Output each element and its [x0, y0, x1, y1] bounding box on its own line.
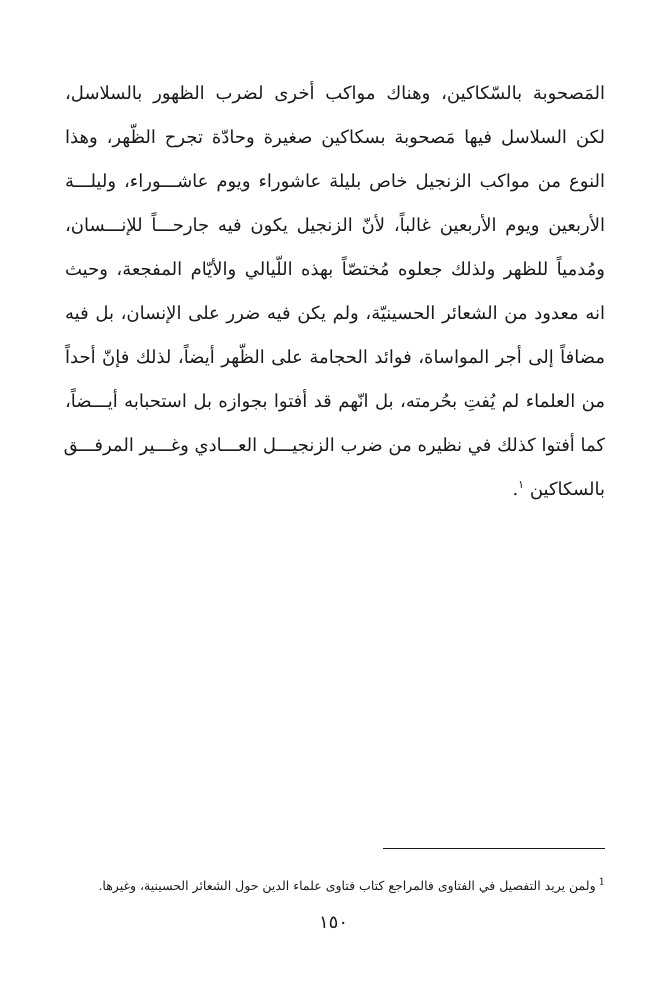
page-number: ١٥٠: [318, 912, 348, 933]
footnote-text: ولمن يريد التفصيل في الفتاوى فالمراجع كتاب فتاوى علماء الدين حول الشعائر الحسينية، وغيرها.: [98, 878, 596, 893]
body-text: [65, 72, 605, 512]
text-line-2: لكن السلاسل فيها مَصحوبة بسكاكين صغيرة وحادّة تجرح الظّهر، وهذا: [65, 127, 605, 148]
end-mark: .: [512, 479, 519, 500]
last-line-text: بالسكاكين: [529, 479, 605, 500]
footnote: [45, 876, 605, 896]
text-line-5: ومُدمياً للظهر ولذلك جعلوه مُختصّاً بهذه اللّيالي والأيّام المفجعة، وحيث: [65, 259, 605, 280]
footnote-reference[interactable]: ١: [518, 478, 525, 491]
text-line-4: الأربعين ويوم الأربعين غالباً، لأنّ الزنجيل يكون فيه جارحـــاً للإنـــسان،: [65, 215, 605, 236]
footnote-separator: [383, 848, 605, 849]
text-line-6: انه معدود من الشعائر الحسينيّة، ولم يكن فيه ضرر على الإنسان، بل فيه: [65, 303, 605, 324]
text-line-3: النوع من مواكب الزنجيل خاص بليلة عاشوراء ويوم عاشـــوراء، وليلـــة: [65, 171, 605, 192]
text-line-1: المَصحوبة بالسّكاكين، وهناك مواكب أخرى لضرب الظهور بالسلاسل،: [65, 83, 605, 104]
text-line-10: [65, 468, 605, 512]
footnote-number: 1: [598, 876, 605, 888]
text-line-9: كما أفتوا كذلك في نظيره من ضرب الزنجيـــل العـــادي وغـــير المرفـــق: [63, 435, 605, 456]
text-line-8: من العلماء لم يُفتِ بحُرمته، بل انّهم قد أفتوا بجوازه بل استحبابه أيـــضاً،: [65, 391, 605, 412]
text-line-7: مضافاً إلى أجر المواساة، فوائد الحجامة على الظّهر أيضاً، لذلك فإنّ أحداً: [65, 347, 605, 368]
